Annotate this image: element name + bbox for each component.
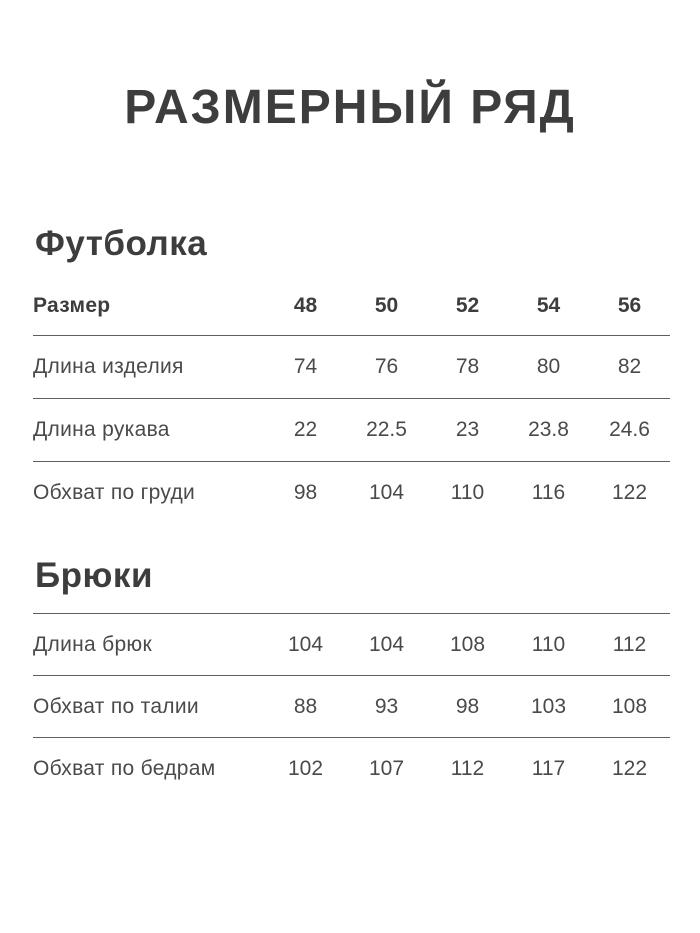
cell-value: 108	[611, 694, 648, 718]
row-label: Обхват по талии	[33, 694, 199, 718]
table-row-waist-girth	[33, 676, 670, 738]
section-heading-pants: Брюки	[35, 556, 153, 595]
cell-value: 107	[368, 756, 405, 780]
tshirt-size-table	[33, 276, 670, 524]
size-value-52: 52	[455, 293, 480, 317]
size-value-48: 48	[293, 293, 318, 317]
cell-value: 102	[287, 756, 324, 780]
cell-value: 23.8	[528, 418, 569, 441]
row-label: Длина брюк	[33, 632, 152, 656]
cell-value: 76	[374, 355, 399, 378]
cell-value: 22.5	[366, 418, 407, 441]
cell-value: 104	[368, 481, 405, 504]
cell-value: 98	[455, 694, 480, 718]
section-heading-tshirt: Футболка	[35, 224, 208, 263]
cell-value: 82	[617, 355, 642, 378]
pants-size-table	[33, 613, 670, 799]
cell-value: 103	[530, 694, 567, 718]
row-label: Обхват по бедрам	[33, 756, 216, 780]
cell-value: 88	[293, 694, 318, 718]
cell-value: 104	[368, 632, 405, 656]
cell-value: 93	[374, 694, 399, 718]
cell-value: 78	[455, 355, 480, 378]
cell-value: 74	[293, 355, 318, 378]
cell-value: 80	[536, 355, 561, 378]
row-label: Длина рукава	[33, 418, 170, 441]
cell-value: 112	[450, 756, 485, 780]
cell-value: 110	[450, 481, 485, 504]
page-title: РАЗМЕРНЫЙ РЯД	[124, 81, 576, 134]
table-row-sleeve-length	[33, 399, 670, 462]
cell-value: 116	[531, 481, 566, 504]
cell-value: 122	[611, 756, 648, 780]
cell-value: 108	[449, 632, 486, 656]
cell-value: 112	[612, 632, 647, 656]
cell-value: 117	[531, 756, 566, 780]
cell-value: 122	[611, 481, 648, 504]
cell-value: 24.6	[609, 418, 650, 441]
table-row-garment-length	[33, 336, 670, 399]
row-label: Длина изделия	[33, 355, 184, 378]
size-value-54: 54	[536, 293, 561, 317]
size-value-50: 50	[374, 293, 399, 317]
table-row-chest-girth	[33, 462, 670, 524]
size-column-header: Размер	[33, 293, 111, 317]
size-value-56: 56	[617, 293, 642, 317]
cell-value: 98	[293, 481, 318, 504]
table-row-pants-length	[33, 614, 670, 676]
cell-value: 22	[293, 418, 318, 441]
tshirt-table-header-row	[33, 276, 670, 336]
cell-value: 110	[531, 632, 566, 656]
cell-value: 23	[455, 418, 480, 441]
table-row-hip-girth	[33, 738, 670, 799]
cell-value: 104	[287, 632, 324, 656]
row-label: Обхват по груди	[33, 481, 196, 504]
